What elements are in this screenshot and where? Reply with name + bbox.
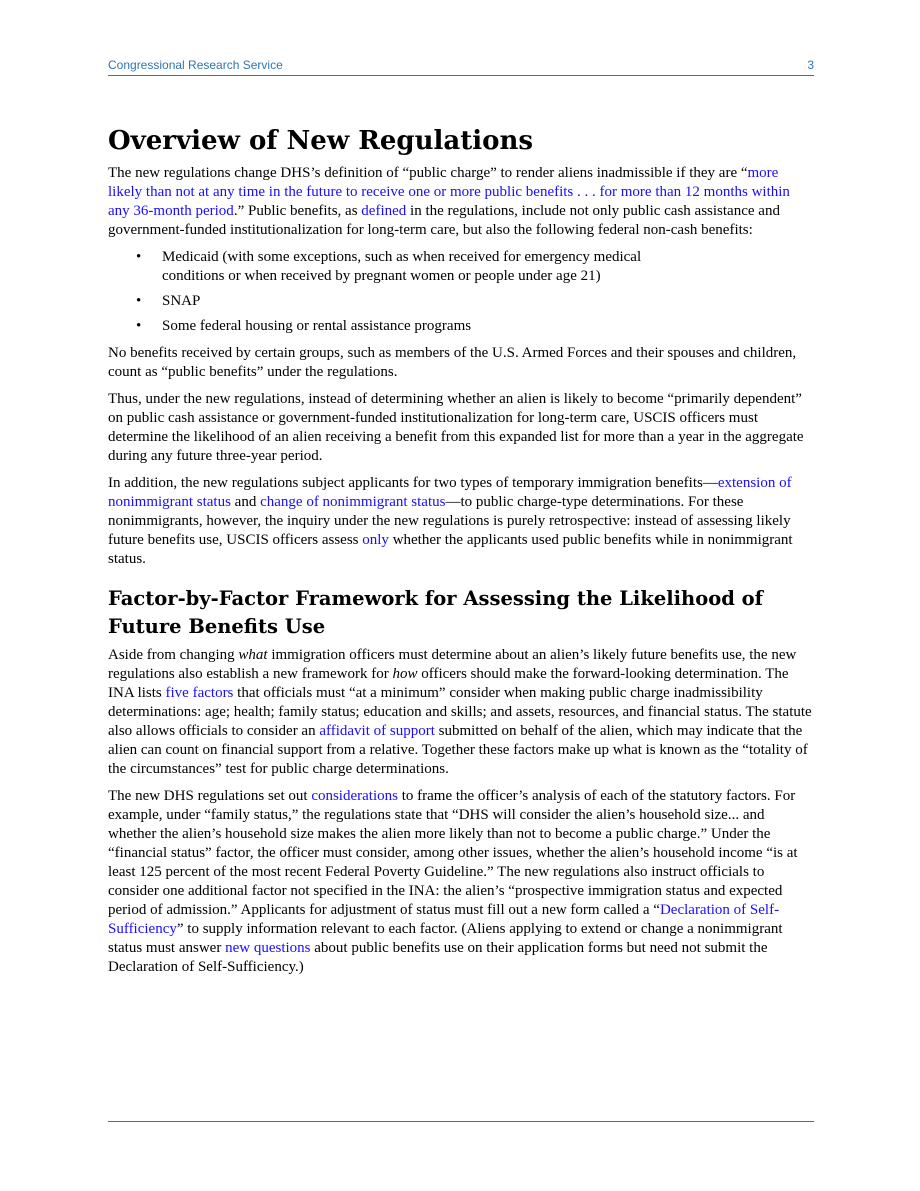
emphasis-what: what (238, 647, 268, 663)
list-item (108, 292, 814, 311)
page-number: 3 (807, 58, 814, 72)
text-run: Aside from changing (108, 647, 239, 663)
link-affidavit-of-support[interactable]: affidavit of support (319, 723, 435, 739)
list-item-text: SNAP (162, 293, 201, 309)
paragraph-public-charge-definition (108, 164, 814, 240)
paragraph-considerations (108, 787, 814, 977)
text-run: immigration officers must determine about an alien’s likely future benefits use, the new regulations also establish a new framework for (108, 647, 797, 682)
link-declaration-self-sufficiency[interactable]: Declaration of Self-Sufficiency (108, 902, 780, 937)
list-item-text: conditions or when received by pregnant women or people under age 21) (162, 268, 601, 284)
section-heading-overview: Overview of New Regulations (108, 126, 534, 156)
header-divider (108, 75, 814, 76)
link-five-factors[interactable]: five factors (165, 685, 234, 701)
link-change-nonimmigrant-status[interactable]: change of nonimmigrant status (260, 494, 446, 510)
text-run: whether the applicants used public benefits while in nonimmigrant status. (108, 532, 793, 567)
link-only[interactable]: only (362, 532, 389, 548)
text-run: The new regulations change DHS’s definition of “public charge” to render aliens inadmissible if they are “ (108, 165, 748, 181)
paragraph-excluded-groups: No benefits received by certain groups, such as members of the U.S. Armed Forces and their spouses and children, count as “public benefits” under the regulations. (108, 345, 797, 380)
text-run: officers should make the forward-looking determination. The INA lists (108, 666, 789, 701)
bullet-glyph: • (136, 293, 142, 309)
text-run: submitted on behalf of the alien, which may indicate that the alien can count on financial support from a relative. Together these factors make up what is known as the “totality of the circumstances” test for public charge determinations. (108, 723, 808, 777)
link-defined[interactable]: defined (361, 203, 407, 219)
text-run: The new DHS regulations set out (108, 788, 312, 804)
bullet-glyph: • (136, 249, 142, 265)
text-run: and (230, 494, 261, 510)
list-item-text: Medicaid (with some exceptions, such as when received for emergency medical (162, 249, 642, 265)
header-title: Congressional Research Service (108, 58, 283, 72)
paragraph-nonimmigrants (108, 474, 814, 569)
document-body (108, 124, 814, 985)
text-run: about public benefits use on their application forms but need not submit the Declaration of Self-Sufficiency.) (108, 940, 768, 975)
bullet-glyph: • (136, 318, 142, 334)
benefits-list (108, 248, 814, 336)
text-run: —to public charge-type determinations. For these nonimmigrants, however, the inquiry under the new regulations is purely retrospective: instead of assessing likely future benefits use, USCIS officers assess (108, 494, 791, 548)
paragraph-five-factors (108, 646, 814, 779)
page-header (108, 58, 814, 72)
list-item (108, 317, 814, 336)
text-run: .” Public benefits, as (233, 203, 362, 219)
text-run: that officials must “at a minimum” consider when making public charge inadmissibility determinations: age; health; family status; education and skills; and assets, resources, and financial status. The statute also allows officials to consider an (108, 685, 812, 739)
link-extension-nonimmigrant-status[interactable]: extension of nonimmigrant status (108, 475, 792, 510)
text-run: to frame the officer’s analysis of each of the statutory factors. For example, under “family status,” the regulations state that “DHS will consider the alien’s household size... and whether the alien’s household size makes the alien more likely than not to become a public charge.” Under the “financial status” factor, the officer must consider, among other issues, whether the alien’s household income “is at least 125 percent of the most recent Federal Poverty Guideline.” The new regulations also instruct officials to consider one additional factor not specified in the INA: the alien’s “prospective immigration status and expected period of admission.” Applicants for adjustment of status must fill out a new form called a “ (108, 788, 798, 918)
footer-divider (108, 1121, 814, 1122)
text-run: In addition, the new regulations subject applicants for two types of temporary immigration benefits— (108, 475, 718, 491)
text-run: ” to supply information relevant to each factor. (Aliens applying to extend or change a nonimmigrant status must answer (108, 921, 783, 956)
list-item (108, 248, 814, 286)
paragraph-likelihood-standard: Thus, under the new regulations, instead of determining whether an alien is likely to become “primarily dependent” on public cash assistance or government-funded institutionalization for long-term care, USCIS officers must determine the likelihood of an alien receiving a benefit from this expanded list for more than a year in the aggregate during any future three-year period. (108, 391, 804, 464)
list-item-text: Some federal housing or rental assistance programs (162, 318, 472, 334)
text-run: in the regulations, include not only public cash assistance and government-funded institutionalization for long-term care, but also the following federal non-cash benefits: (108, 203, 780, 238)
section-heading-factor-framework: Factor-by-Factor Framework for Assessing the Likelihood of Future Benefits Use (108, 587, 764, 638)
emphasis-how: how (392, 666, 418, 682)
link-new-questions[interactable]: new questions (225, 940, 311, 956)
link-public-benefits-definition[interactable]: more likely than not at any time in the future to receive one or more public benefits . . . for more than 12 months within any 36-month period (108, 165, 790, 219)
link-considerations[interactable]: considerations (311, 788, 398, 804)
